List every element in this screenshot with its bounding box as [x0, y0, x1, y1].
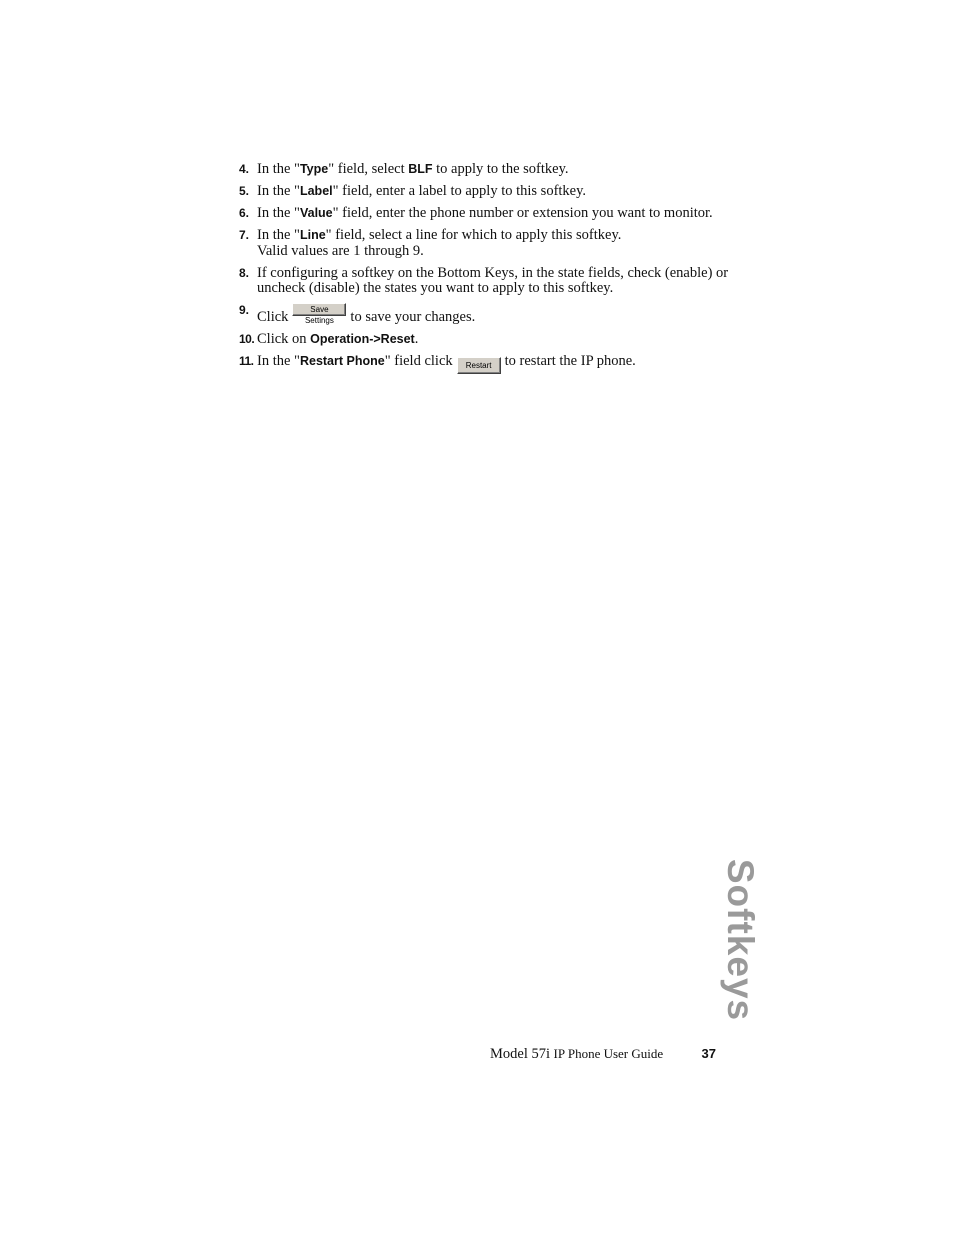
step-number: 10. [239, 332, 255, 346]
step-8 [239, 266, 739, 297]
section-side-tab [700, 860, 780, 1020]
menu-path: Operation->Reset [310, 332, 415, 346]
step-text: . [414, 331, 419, 347]
step-text: to save your changes. [350, 309, 476, 325]
field-name: Label [299, 184, 333, 198]
step-text: " field click [384, 353, 453, 369]
step-text: " field, enter the phone number or extension you want to monitor. [332, 205, 713, 221]
step-text: In the " [257, 183, 300, 199]
step-text: In the " [257, 205, 300, 221]
step-text: to restart the IP phone. [504, 353, 636, 369]
step-text: Click on [257, 331, 311, 347]
footer-model: Model 57i [490, 1046, 551, 1062]
step-6 [239, 206, 739, 222]
step-text: In the " [257, 161, 300, 177]
step-text: Valid values are 1 through 9. [257, 242, 424, 259]
page-number: 37 [701, 1046, 716, 1061]
step-text: to apply to the softkey. [432, 161, 569, 177]
step-7 [239, 228, 739, 259]
step-text: In the " [257, 227, 300, 243]
save-settings-button[interactable]: Save Settings [292, 303, 346, 316]
field-name: Restart Phone [299, 354, 385, 368]
step-10 [239, 332, 739, 348]
step-text: " field, select a line for which to apply this softkey. [325, 227, 622, 243]
field-name: Line [299, 228, 326, 242]
restart-button[interactable]: Restart [457, 357, 501, 374]
field-name: Type [299, 162, 329, 176]
step-number: 9. [239, 303, 250, 317]
step-11 [239, 354, 739, 374]
step-9 [239, 303, 739, 326]
step-5 [239, 184, 739, 200]
section-side-tab-label: Softkeys [720, 858, 761, 1022]
step-number: 4. [239, 162, 250, 176]
step-text: In the " [257, 353, 300, 369]
step-number: 8. [239, 265, 250, 280]
step-text: Click [257, 309, 289, 325]
step-text: " field, select [328, 161, 409, 177]
step-number: 11. [239, 354, 254, 368]
step-text: " field, enter a label to apply to this softkey. [332, 183, 587, 199]
field-name: Value [299, 206, 333, 220]
page-footer [490, 1046, 716, 1063]
footer-guide-title: IP Phone User Guide [553, 1046, 664, 1061]
step-text: If configuring a softkey on the Bottom Keys, in the state fields, check (enable) or uncheck (disable) the states you want to apply to this softkey. [257, 264, 729, 296]
option-name: BLF [408, 162, 433, 176]
step-number: 7. [239, 228, 250, 242]
steps-list [239, 162, 739, 381]
step-number: 5. [239, 184, 250, 198]
step-number: 6. [239, 206, 250, 220]
step-4 [239, 162, 739, 178]
